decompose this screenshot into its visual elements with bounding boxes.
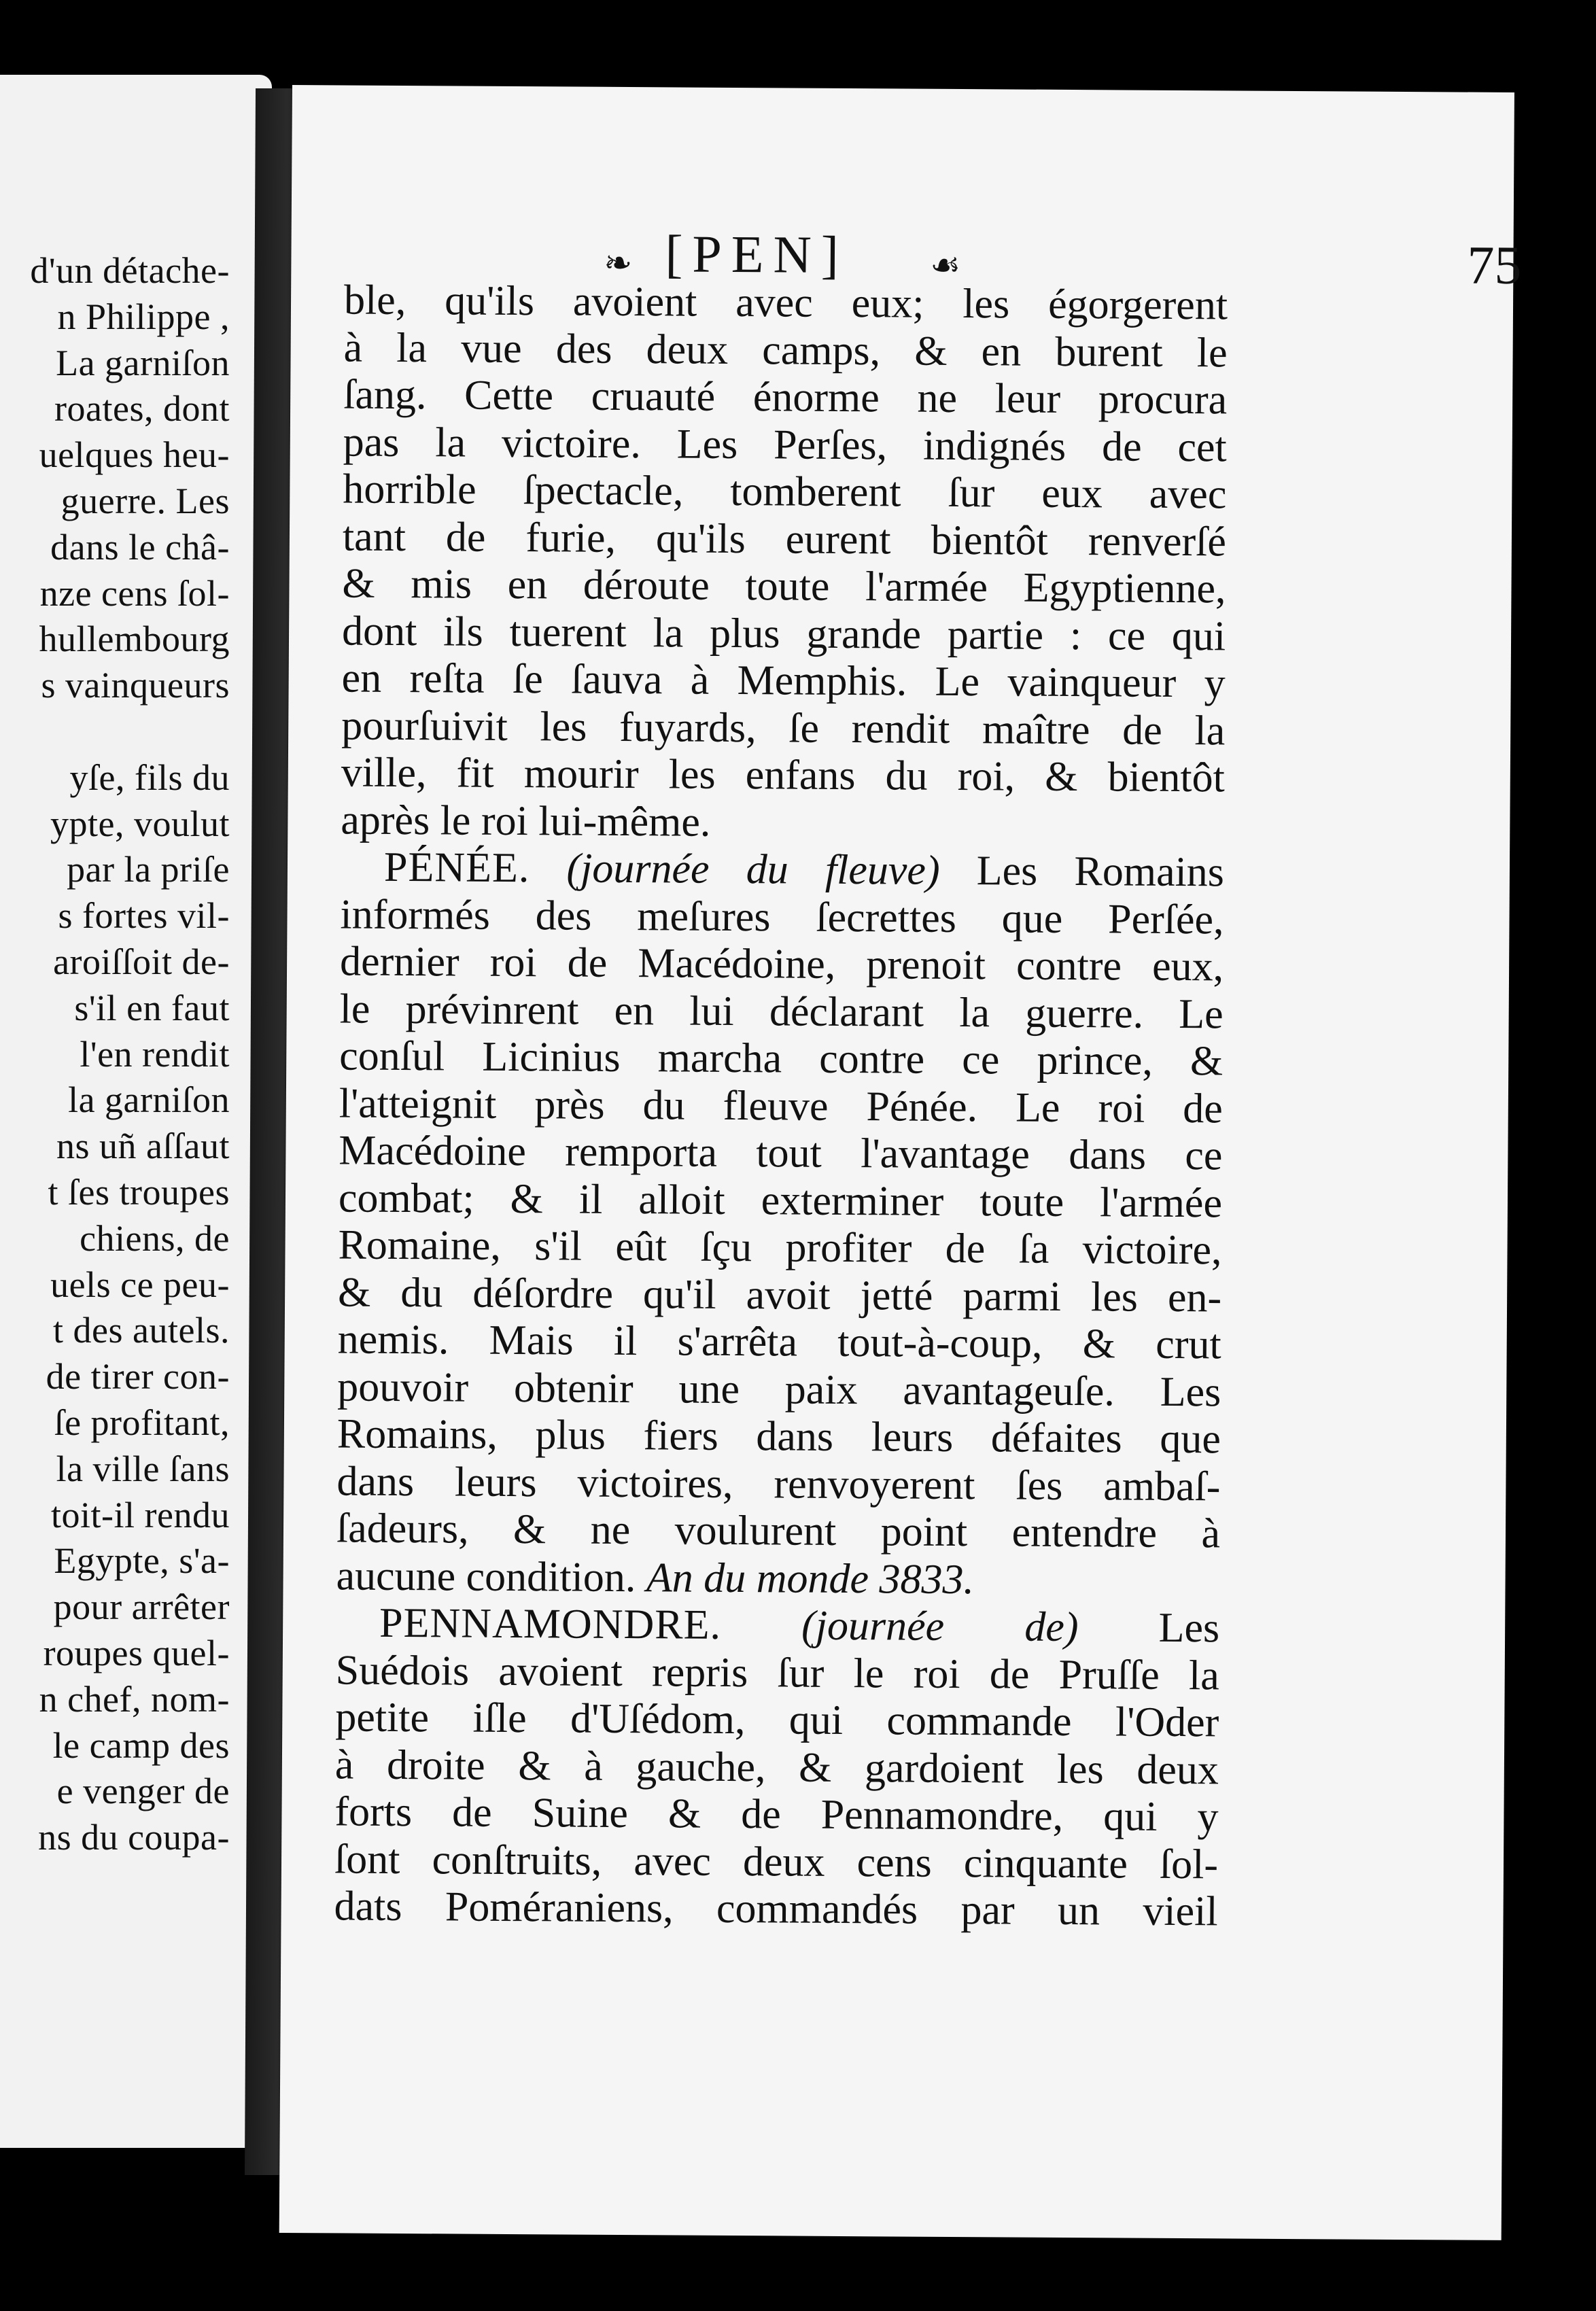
text-line: le camp des xyxy=(52,1724,230,1766)
text-line: ypte, voulut xyxy=(50,803,230,844)
paragraph-continuation xyxy=(341,277,1228,849)
text-line: en reſta ſe ſauva à Memphis. Le vainqueur y xyxy=(341,655,1226,707)
text-line: d'un détache- xyxy=(30,250,230,291)
text-line: hullembourg xyxy=(39,619,230,660)
left-page-text xyxy=(0,248,230,1861)
text-line: à droite & à gauche, & gardoient les deux xyxy=(334,1741,1219,1793)
text-line: Suédois avoient repris ſur le roi de Pruſſe la xyxy=(335,1646,1219,1699)
entry-subtitle: (journée de) xyxy=(801,1602,1079,1651)
text-line: dats Poméraniens, commandés par un vieil xyxy=(334,1883,1218,1935)
text-line: nze cens ſol- xyxy=(39,572,230,614)
ornament-right-icon: ☙ xyxy=(930,245,961,285)
text-line: l'atteignit près du fleuve Pénée. Le roi de xyxy=(339,1079,1224,1132)
text-line: uelques heu- xyxy=(39,434,230,476)
text-line: dans leurs victoires, renvoyerent ſes ambaſ- xyxy=(336,1457,1221,1510)
text-line: ſe profitant, xyxy=(54,1402,230,1443)
text-line: s fortes vil- xyxy=(58,895,230,937)
entry-penee xyxy=(336,844,1224,1605)
text-line: par la priſe xyxy=(67,849,230,890)
text-line: de tirer con- xyxy=(46,1356,230,1397)
text-line: ſadeurs, & ne voulurent point entendre à xyxy=(336,1505,1221,1557)
entry-heading: PÉNÉE. xyxy=(383,844,530,892)
header-title: [PEN] xyxy=(665,224,849,284)
text-line: ſont conſtruits, avec deux cens cinquante ſol- xyxy=(334,1835,1219,1888)
text-line: informés des meſures ſecrettes que Perſée, xyxy=(340,890,1224,943)
entry-lines xyxy=(336,891,1224,1558)
text-line: & mis en déroute toute l'armée Egyptienne, xyxy=(342,560,1226,612)
text-line: petite iſle d'Uſédom, qui commande l'Oder xyxy=(335,1694,1219,1746)
text-line: toit-il rendu xyxy=(51,1494,230,1535)
text-line: le prévinrent en lui déclarant la guerre. Le xyxy=(339,985,1224,1037)
text-line: ns du coupa- xyxy=(38,1817,230,1858)
text-line: pour arrêter xyxy=(53,1586,230,1628)
entry-date: An du monde 3833. xyxy=(646,1554,975,1603)
entry-pennamondre xyxy=(334,1599,1219,1935)
page-body-text xyxy=(334,277,1228,1935)
text-line: dont ils tuerent la plus grande partie : ce qui xyxy=(341,607,1226,659)
text-line xyxy=(0,709,230,755)
left-page-fragment xyxy=(0,75,272,2148)
text-line: à la vue des deux camps, & en burent le xyxy=(343,324,1228,376)
ornament-left-icon: ❧ xyxy=(604,243,633,283)
text-line: dernier roi de Macédoine, prenoit contre eux, xyxy=(339,938,1224,990)
entry-text: Les xyxy=(1158,1604,1220,1652)
text-line: pouvoir obtenir une paix avantageuſe. Les xyxy=(337,1363,1221,1415)
text-line: conſul Licinius marcha contre ce prince, & xyxy=(339,1032,1224,1085)
text-line: tant de furie, qu'ils eurent bientôt renverſé xyxy=(342,512,1227,565)
text-line: la ville ſans xyxy=(56,1448,230,1489)
text-line: roates, dont xyxy=(54,388,230,430)
text-line: t ſes troupes xyxy=(48,1171,230,1213)
text-line: Romaine, s'il eût ſçu profiter de ſa victoire, xyxy=(338,1221,1222,1274)
text-line: e venger de xyxy=(56,1771,230,1812)
entry-subtitle: (journée du fleuve) xyxy=(566,845,940,894)
text-line: l'en rendit xyxy=(80,1033,230,1075)
entry-lines xyxy=(334,1647,1219,1936)
text-line: n chef, nom- xyxy=(39,1678,230,1720)
text-line: yſe, fils du xyxy=(69,757,230,798)
text-line: la garniſon xyxy=(68,1079,230,1121)
text-line: roupes quel- xyxy=(43,1632,230,1673)
text-line: Egypte, s'a- xyxy=(54,1540,230,1582)
text-line: ville, fit mourir les enfans du roi, & bientôt xyxy=(341,749,1226,801)
text-line: horrible ſpectacle, tomberent ſur eux avec xyxy=(343,466,1227,518)
text-line: & du déſordre qu'il avoit jetté parmi les en- xyxy=(337,1268,1222,1321)
text-line: chiens, de xyxy=(80,1217,230,1259)
text-line: Romains, plus fiers dans leurs défaites que xyxy=(336,1410,1221,1463)
text-line: forts de Suine & de Pennamondre, qui y xyxy=(334,1788,1219,1841)
text-line: Macédoine remporta tout l'avantage dans ce xyxy=(339,1127,1223,1179)
text-line: pas la victoire. Les Perſes, indignés de cet xyxy=(343,418,1227,470)
text-line: s vainqueurs xyxy=(41,665,230,706)
text-line: ble, qu'ils avoient avec eux; les égorgerent xyxy=(343,277,1228,329)
entry-heading: PENNAMONDRE. xyxy=(379,1599,722,1648)
text-line: ns uñ aſſaut xyxy=(56,1126,230,1167)
text-line: uels ce peu- xyxy=(50,1264,230,1305)
right-page xyxy=(279,85,1522,2240)
text-line: n Philippe , xyxy=(57,296,230,337)
text-line: t des autels. xyxy=(53,1310,230,1351)
text-line: dans le châ- xyxy=(50,526,230,568)
text-line: guerre. Les xyxy=(60,480,230,521)
entry-text: Les Romains xyxy=(976,848,1225,896)
text-line: après le roi lui-même. xyxy=(341,796,711,846)
text-line: La garniſon xyxy=(56,342,230,383)
text-line: combat; & il alloit exterminer toute l'armée xyxy=(338,1174,1223,1226)
text-line: s'il en faut xyxy=(74,987,230,1028)
page-number: 75 xyxy=(1467,235,1522,296)
entry-text: aucune condition. xyxy=(336,1552,636,1601)
text-line: pourſuivit les fuyards, ſe rendit maître de la xyxy=(341,701,1226,754)
text-line: ſang. Cette cruauté énorme ne leur procura xyxy=(343,371,1228,423)
text-line: aroiſſoit de- xyxy=(53,941,230,982)
text-line: nemis. Mais il s'arrêta tout-à-coup, & crut xyxy=(337,1316,1221,1368)
